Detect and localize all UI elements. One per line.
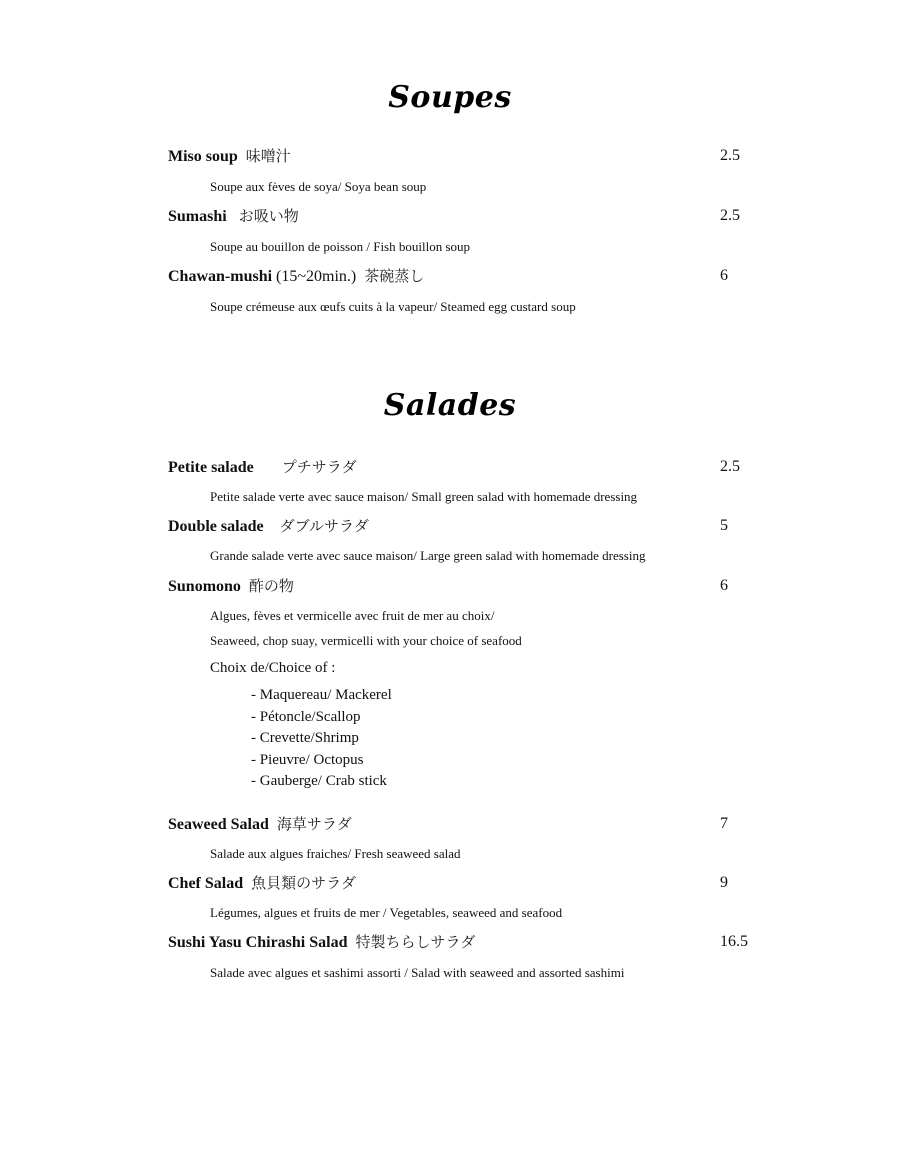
menu-item-sunomono xyxy=(168,576,294,597)
item-price: 6 xyxy=(720,577,728,594)
item-price: 16.5 xyxy=(720,933,748,950)
item-japanese-name: 海草サラダ xyxy=(276,815,352,833)
item-name: Miso soup xyxy=(168,148,238,165)
menu-item-chef-salad xyxy=(168,873,356,894)
item-japanese-name: 茶碗蒸し xyxy=(364,267,425,285)
menu-item-miso-soup xyxy=(168,146,291,167)
menu-item-petite-salade xyxy=(168,457,357,478)
item-description: Petite salade verte avec sauce maison/ Small green salad with homemade dressing xyxy=(210,489,638,504)
item-description: Soupe aux fèves de soya/ Soya bean soup xyxy=(210,179,427,194)
item-prep-time: (15~20min.) xyxy=(272,268,357,285)
item-japanese-name: お吸い物 xyxy=(238,207,299,225)
choice-label: Choix de/Choice of : xyxy=(210,660,336,676)
section-title-salades: Salades xyxy=(383,388,517,423)
item-description: Salade aux algues fraiches/ Fresh seaweed salad xyxy=(210,846,461,861)
item-price: 9 xyxy=(720,874,728,891)
choice-option: - Pieuvre/ Octopus xyxy=(251,752,364,768)
item-name: Double salade xyxy=(168,518,264,535)
menu-item-double-salade xyxy=(168,516,369,537)
menu-item-seaweed-salad xyxy=(168,814,352,835)
item-description: Soupe crémeuse aux œufs cuits à la vapeur/ Steamed egg custard soup xyxy=(210,299,576,314)
item-japanese-name: 酢の物 xyxy=(248,577,294,595)
section-title-soupes: Soupes xyxy=(388,80,512,115)
item-description-english: Seaweed, chop suay, vermicelli with your choice of seafood xyxy=(210,633,522,648)
item-name: Chef Salad xyxy=(168,875,244,892)
item-price: 6 xyxy=(720,267,728,284)
item-japanese-name: ダブルサラダ xyxy=(279,517,369,535)
item-price: 2.5 xyxy=(720,458,740,475)
item-japanese-name: 魚貝類のサラダ xyxy=(251,874,356,892)
item-price: 7 xyxy=(720,815,728,832)
item-price: 5 xyxy=(720,517,728,534)
choice-option: - Crevette/Shrimp xyxy=(251,730,359,746)
choice-option: - Gauberge/ Crab stick xyxy=(251,773,387,789)
item-description: Grande salade verte avec sauce maison/ Large green salad with homemade dressing xyxy=(210,548,646,563)
item-japanese-name: プチサラダ xyxy=(281,458,357,476)
item-name: Chawan-mushi xyxy=(168,268,273,285)
item-name: Petite salade xyxy=(168,459,254,476)
choice-option: - Pétoncle/Scallop xyxy=(251,709,361,725)
menu-item-chirashi-salad xyxy=(168,932,475,953)
item-price: 2.5 xyxy=(720,147,740,164)
item-description: Algues, fèves et vermicelle avec fruit de mer au choix/ xyxy=(210,608,495,623)
item-name: Sumashi xyxy=(168,208,227,225)
menu-item-sumashi xyxy=(168,206,299,227)
menu-item-chawan-mushi xyxy=(168,266,424,287)
choice-option: - Maquereau/ Mackerel xyxy=(251,687,392,703)
item-name: Seaweed Salad xyxy=(168,816,269,833)
item-japanese-name: 特製ちらしサラダ xyxy=(355,933,476,951)
item-description: Légumes, algues et fruits de mer / Vegetables, seaweed and seafood xyxy=(210,905,563,920)
item-japanese-name: 味噌汁 xyxy=(245,147,291,165)
item-name: Sushi Yasu Chirashi Salad xyxy=(168,934,348,951)
item-description: Salade avec algues et sashimi assorti / Salad with seaweed and assorted sashimi xyxy=(210,965,625,980)
item-name: Sunomono xyxy=(168,578,241,595)
item-price: 2.5 xyxy=(720,207,740,224)
item-description: Soupe au bouillon de poisson / Fish bouillon soup xyxy=(210,239,471,254)
